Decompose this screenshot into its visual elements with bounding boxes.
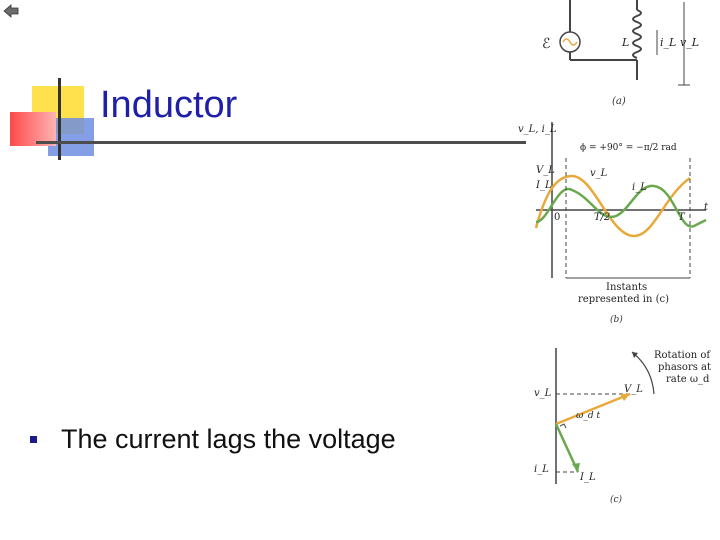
curve-v-label: v_L [590,168,608,179]
decor-vertical-line [58,78,61,160]
figure-a-caption: (a) [612,96,626,107]
tick-T: T [678,212,685,223]
vl-phasor-label: V_L [624,384,643,395]
current-label: i_L [660,36,677,49]
il-axis-label: i_L [534,464,549,475]
angle-label: ω_d t [576,411,601,421]
tick-0: 0 [554,212,561,223]
title-divider [36,141,526,144]
inductor-coil-icon [633,10,641,58]
rotation-line1: Rotation of [654,350,711,361]
curve-i-label: i_L [632,182,647,193]
waveform-figure-b [514,118,720,330]
bullet-text: The current lags the voltage [61,424,396,454]
peak-i-label: I_L [536,180,552,191]
back-arrow-icon[interactable] [2,2,20,20]
figure-b-caption: (b) [610,315,623,325]
slide-title: Inductor [100,84,238,126]
il-phasor-label: I_L [580,472,596,483]
voltage-curve [536,176,690,236]
rotation-line2: phasors at [658,362,712,373]
bullet-marker [30,436,37,443]
tick-half: T/2 [594,212,611,223]
figure-c-caption: (c) [610,495,623,505]
circuit-figure-a [532,0,720,110]
rotation-line3: rate ω_d [666,374,710,385]
emf-label: ℰ [542,36,551,52]
bullet-item [30,424,396,455]
inductor-label: L [622,36,630,49]
voltage-label: v_L [680,36,700,49]
note-line1: Instants [606,282,648,293]
vl-axis-label: v_L [534,388,552,399]
note-line2: represented in (c) [578,294,670,305]
y-axis-label: v_L, i_L [518,124,557,135]
x-label: t [704,202,709,213]
phase-label: ϕ = +90° = −π/2 rad [580,143,677,153]
phasor-figure-c [520,344,720,508]
peak-v-label: V_L [536,165,555,176]
